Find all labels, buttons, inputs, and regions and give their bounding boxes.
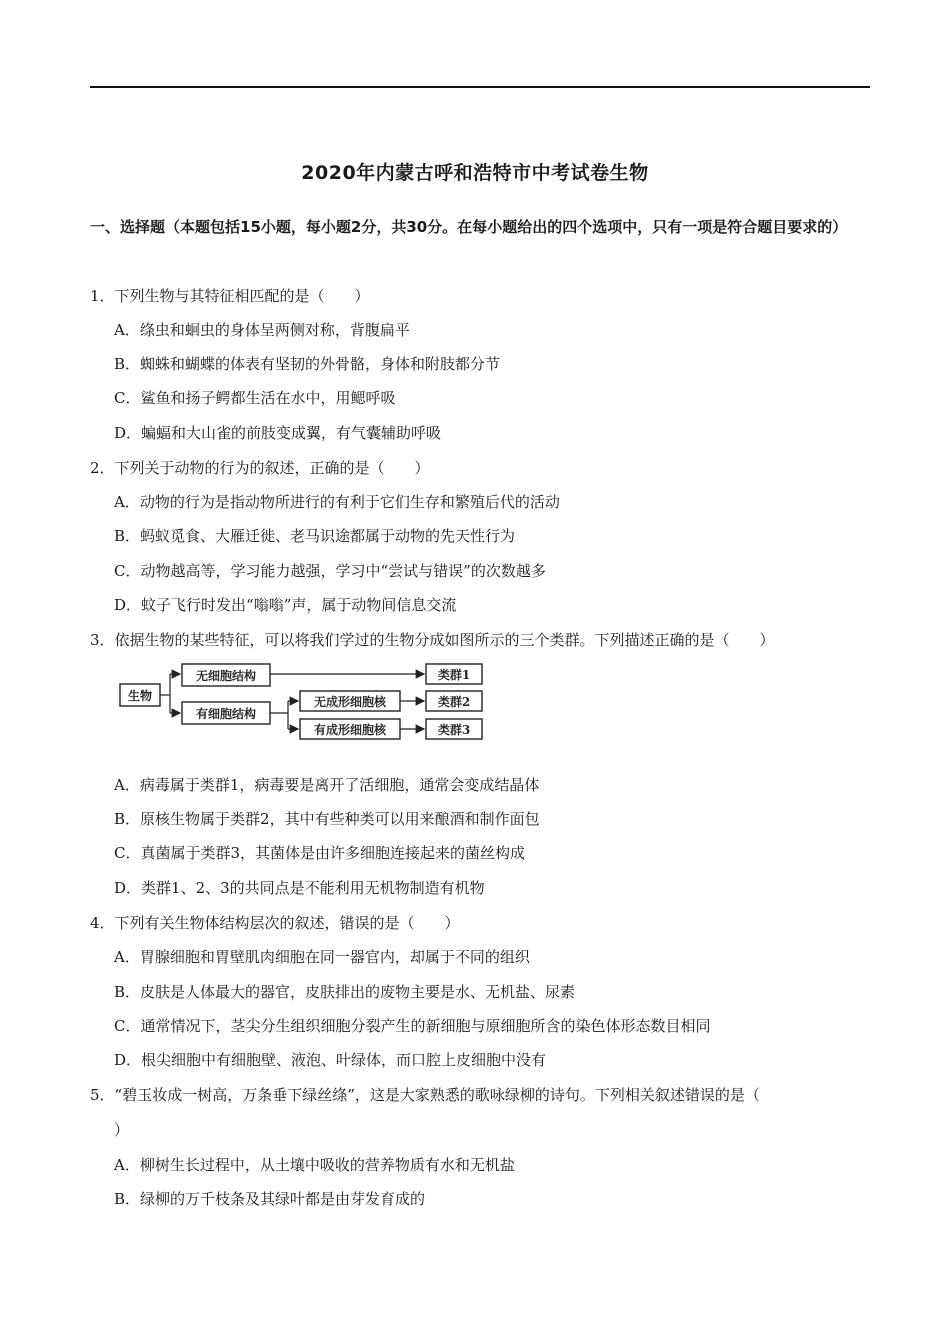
question-2-option-c: C．动物越高等，学习能力越强，学习中“尝试与错误”的次数越多 [114, 562, 546, 580]
header-rule [90, 86, 870, 88]
diagram-sub1-label: 无成形细胞核 [313, 695, 387, 709]
question-3-option-d: D．类群1、2、3的共同点是不能利用无机物制造有机物 [114, 879, 485, 897]
diagram-group3-label: 类群3 [437, 723, 471, 737]
question-5-stem-continuation: ） [114, 1121, 130, 1139]
question-3-option-b: B．原核生物属于类群2，其中有些种类可以用来酿酒和制作面包 [114, 810, 540, 828]
question-3-option-a: A．病毒属于类群1，病毒要是离开了活细胞，通常会变成结晶体 [114, 776, 540, 794]
question-3-option-c: C．真菌属于类群3，其菌体是由许多细胞连接起来的菌丝构成 [114, 844, 526, 862]
question-4-option-b: B．皮肤是人体最大的器官，皮肤排出的废物主要是水、无机盐、尿素 [114, 983, 576, 1001]
diagram-group1-label: 类群1 [437, 668, 471, 682]
diagram-root-label: 生物 [127, 689, 153, 703]
diagram-sub2-label: 有成形细胞核 [313, 723, 387, 737]
question-2-option-a: A．动物的行为是指动物所进行的有利于它们生存和繁殖后代的活动 [114, 493, 560, 511]
question-3-stem: 3．依据生物的某些特征，可以将我们学过的生物分成如图所示的三个类群。下列描述正确的是（ ） [90, 631, 775, 649]
question-5-option-a: A．柳树生长过程中，从土壤中吸收的营养物质有水和无机盐 [114, 1156, 515, 1174]
diagram-group2-label: 类群2 [437, 695, 471, 709]
diagram-branch2-label: 有细胞结构 [195, 707, 257, 721]
question-1-option-c: C．鲨鱼和扬子鳄都生活在水中，用鳃呼吸 [114, 389, 396, 407]
question-4-option-c: C．通常情况下，茎尖分生组织细胞分裂产生的新细胞与原细胞所含的染色体形态数目相同 [114, 1017, 711, 1035]
classification-diagram [118, 656, 488, 746]
question-1-stem: 1．下列生物与其特征相匹配的是（ ） [90, 287, 370, 305]
diagram-branch1-label: 无细胞结构 [195, 669, 257, 683]
section-heading: 一、选择题（本题包括15小题，每小题2分，共30分。在每小题给出的四个选项中，只有一项是符合题目要求的） [90, 218, 848, 236]
question-2-option-d: D．蚊子飞行时发出“嗡嗡”声，属于动物间信息交流 [114, 596, 457, 614]
question-1-option-a: A．绦虫和蛔虫的身体呈两侧对称，背腹扁平 [114, 321, 410, 339]
question-5-stem: 5．“碧玉妆成一树高，万条垂下绿丝绦”，这是大家熟悉的歌咏绿柳的诗句。下列相关叙述错误的是（ [90, 1086, 760, 1104]
question-1-option-b: B．蜘蛛和蝴蝶的体表有坚韧的外骨骼，身体和附肢都分节 [114, 355, 501, 373]
question-4-option-d: D．根尖细胞中有细胞壁、液泡、叶绿体，而口腔上皮细胞中没有 [114, 1051, 547, 1069]
question-2-option-b: B．蚂蚁觅食、大雁迁徙、老马识途都属于动物的先天性行为 [114, 527, 516, 545]
question-2-stem: 2．下列关于动物的行为的叙述，正确的是（ ） [90, 459, 430, 477]
page-title: 2020年内蒙古呼和浩特市中考试卷生物 [301, 162, 649, 184]
question-4-option-a: A．胃腺细胞和胃壁肌肉细胞在同一器官内，却属于不同的组织 [114, 948, 530, 966]
question-1-option-d: D．蝙蝠和大山雀的前肢变成翼，有气囊辅助呼吸 [114, 424, 442, 442]
question-5-option-b: B．绿柳的万千枝条及其绿叶都是由芽发育成的 [114, 1190, 426, 1208]
question-4-stem: 4．下列有关生物体结构层次的叙述，错误的是（ ） [90, 914, 460, 932]
